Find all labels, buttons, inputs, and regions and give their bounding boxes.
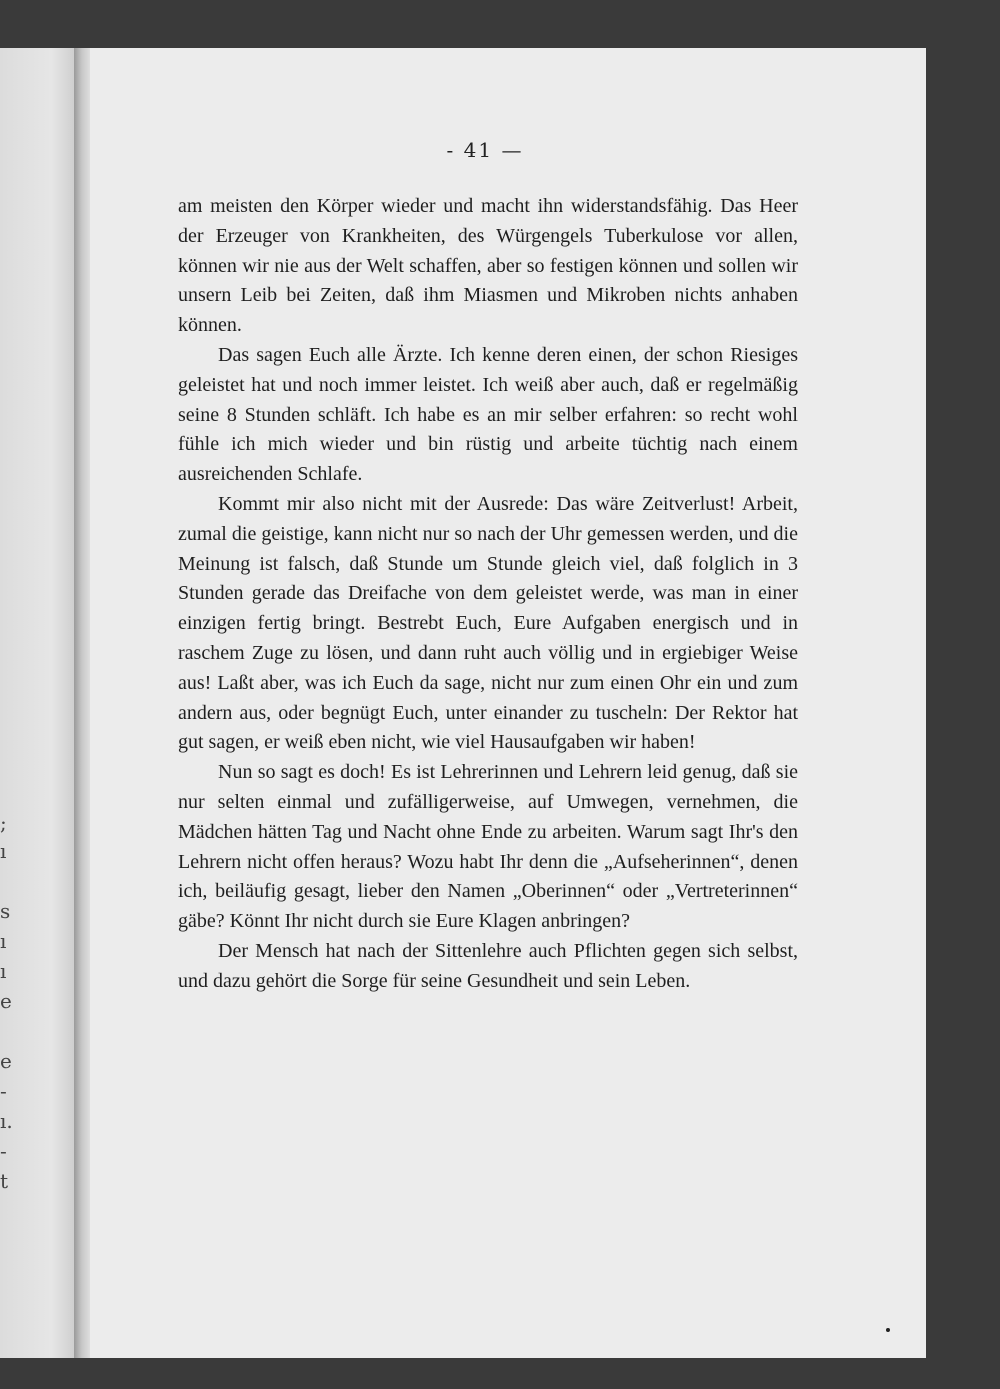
facing-page-fragment: e: [0, 989, 12, 1013]
paragraph: am meisten den Körper wieder und macht ihn widerstandsfähig. Das Heer der Erzeuger von Krankheiten, des Würgengels Tuberkulose vor allen, können wir nie aus der Welt schaffen, aber so festigen können und sollen wir unsern Leib bei Zeiten, daß ihm Miasmen und Mikroben nichts anhaben können.: [178, 195, 798, 337]
paragraph: Das sagen Euch alle Ärzte. Ich kenne deren einen, der schon Riesiges geleistet hat und noch immer leistet. Ich weiß aber auch, daß er regelmäßig seine 8 Stunden schläft. Ich habe es an mir selber erfahren: so recht wohl fühle ich mich wieder und bin rüstig und arbeite tüchtig nach einem ausreichenden Schlafe.: [178, 343, 798, 486]
facing-page-edge: [0, 48, 74, 1358]
page-number: - 41 —: [446, 138, 524, 162]
facing-page-fragment: -: [0, 1139, 7, 1163]
paragraph: Der Mensch hat nach der Sittenlehre auch Pflichten gegen sich selbst, und dazu gehört die Sorge für seine Gesundheit und sein Leben.: [178, 939, 798, 992]
facing-page-fragment: -: [0, 1079, 7, 1103]
paragraph: Nun so sagt es doch! Es ist Lehrerinnen und Lehrern leid genug, daß sie nur selten einmal und zufälligerweise, auf Umwegen, vernehmen, die Mädchen hätten Tag und Nacht ohne Ende zu arbeiten. Warum sagt Ihr's den Lehrern nicht offen heraus? Wozu habt Ihr denn die „Aufseherinnen“, denen ich, beiläufig gesagt, lieber den Namen „Oberinnen“ oder „Vertreterinnen“ gäbe? Könnt Ihr nicht durch sie Eure Klagen anbringen?: [178, 761, 798, 933]
facing-page-fragment: e: [0, 1049, 12, 1073]
facing-page-fragment: ı.: [0, 1109, 13, 1133]
page-body: [178, 192, 798, 997]
paragraph: Kommt mir also nicht mit der Ausrede: Das wäre Zeitverlust! Arbeit, zumal die geistige, kann nicht nur so nach der Uhr gemessen werden, und die Meinung ist falsch, daß Stunde um Stunde gleich viel, daß folglich in 3 Stunden gerade das Dreifache von dem geleistet werde, was man in einer einzigen fertig bringt. Bestrebt Euch, Eure Aufgaben energisch und in raschem Zuge zu lösen, und dann ruht auch völlig und in ergiebiger Weise aus! Laßt aber, was ich Euch da sage, nicht nur zum einen Ohr ein und zum andern aus, oder begnügt Euch, unter einander zu tuscheln: Der Rektor hat gut sagen, er weiß eben nicht, wie viel Hausaufgaben wir haben!: [178, 492, 798, 754]
facing-page-fragment: ı: [0, 839, 7, 863]
facing-page-fragment: t: [0, 1169, 9, 1193]
facing-page-fragment: ı: [0, 959, 7, 983]
paper-speck: [886, 1328, 890, 1332]
facing-page-fragment: s: [0, 899, 11, 923]
facing-page-fragment: ı: [0, 929, 7, 953]
facing-page-fragment: ;: [0, 811, 7, 835]
